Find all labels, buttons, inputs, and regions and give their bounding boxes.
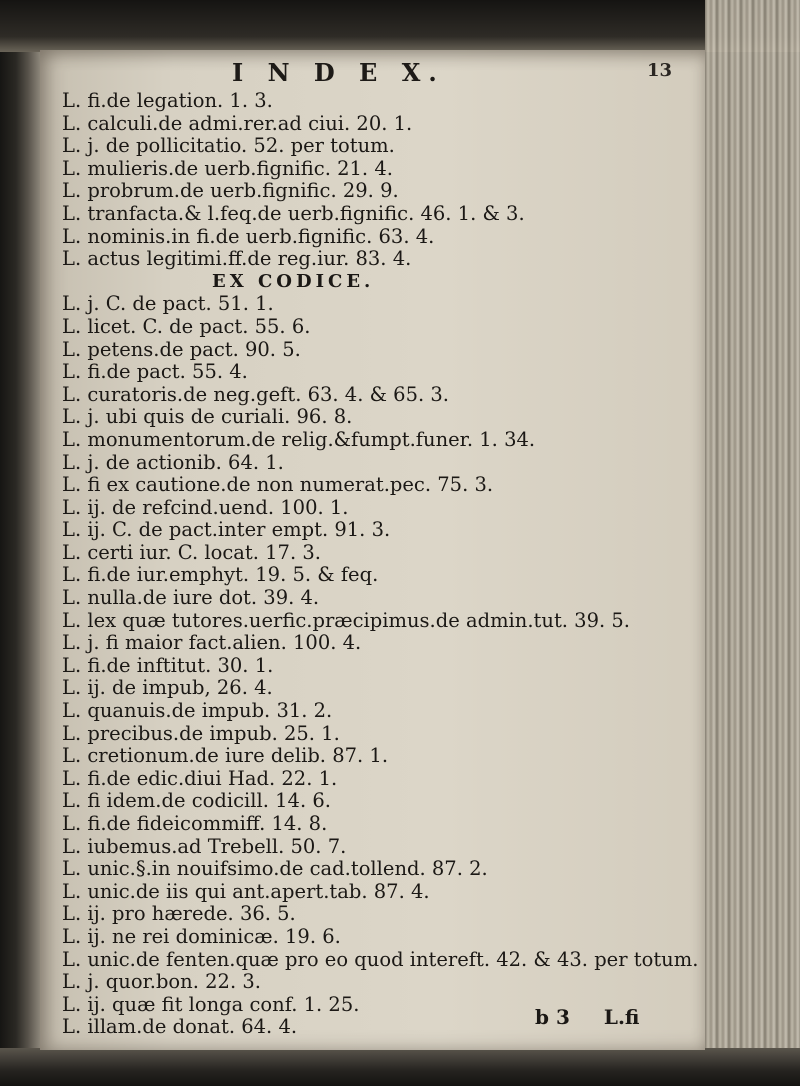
index-entry: L. mulieris.de uerb.fignific. 21. 4. — [62, 156, 393, 180]
signature-mark: b 3 — [535, 1005, 570, 1029]
catchword-line — [535, 1005, 673, 1029]
index-entry: L. ij. de impub, 26. 4. — [62, 676, 273, 700]
index-entry: L. ij. de refcind.uend. 100. 1. — [62, 495, 349, 519]
index-entry: L. precibus.de impub. 25. 1. — [62, 721, 340, 745]
index-entry: L. monumentorum.de relig.&fumpt.funer. 1. 34. — [62, 427, 536, 451]
index-entry: L. ij. pro hærede. 36. 5. — [62, 902, 296, 926]
index-entry: L. petens.de pact. 90. 5. — [62, 337, 301, 361]
index-entry: L. nominis.in fi.de uerb.fignific. 63. 4. — [62, 224, 435, 248]
index-entry: L. nulla.de iure dot. 39. 4. — [62, 586, 320, 610]
index-entry: L. fi.de inftitut. 30. 1. — [62, 653, 274, 677]
index-entry: L. fi.de edic.diui Had. 22. 1. — [62, 766, 338, 790]
index-entry: L. curatoris.de neg.geft. 63. 4. & 65. 3. — [62, 382, 449, 406]
index-entry: L. fi.de fideicommiff. 14. 8. — [62, 812, 328, 835]
index-entry: L. certi iur. C. locat. 17. 3. — [62, 540, 321, 564]
index-entry: L. fi.de legation. 1. 3. — [62, 89, 273, 112]
page-header: I N D E X. — [232, 58, 445, 87]
index-entry: L. ij. ne rei dominicæ. 19. 6. — [62, 924, 341, 948]
index-entry: L. ij. quæ fit longa conf. 1. 25. — [62, 992, 360, 1016]
index-entry: L. unic.de fenten.quæ pro eo quod intereft. 42. & 43. per totum. — [62, 947, 699, 971]
book-top-edge — [0, 0, 800, 52]
index-entry: L. probrum.de uerb.fignific. 29. 9. — [62, 179, 399, 203]
index-entry: L. j. de actionib. 64. 1. — [62, 450, 284, 474]
index-entry: L. j. quor.bon. 22. 3. — [62, 970, 261, 994]
index-entry: L. fi ex cautione.de non numerat.pec. 75. 3. — [62, 473, 494, 497]
index-entries — [62, 90, 702, 1039]
index-entry: L. j. C. de pact. 51. 1. — [62, 292, 274, 316]
index-entry: L. fi.de iur.emphyt. 19. 5. & feq. — [62, 563, 379, 587]
catchword: L.fi — [603, 1005, 640, 1029]
index-entry: L. iubemus.ad Trebell. 50. 7. — [62, 834, 347, 858]
index-entry: L. j. de pollicitatio. 52. per totum. — [62, 134, 395, 158]
index-entry: L. calculi.de admi.rer.ad ciui. 20. 1. — [62, 111, 413, 135]
index-entry: L. ij. C. de pact.inter empt. 91. 3. — [62, 518, 391, 542]
index-entry: L. j. ubi quis de curiali. 96. 8. — [62, 405, 353, 429]
index-entry: L. unic.de iis qui ant.apert.tab. 87. 4. — [62, 879, 430, 903]
index-entry: L. licet. C. de pact. 55. 6. — [62, 314, 311, 338]
index-entry: L. quanuis.de impub. 31. 2. — [62, 699, 333, 723]
index-entry: L. cretionum.de iure delib. 87. 1. — [62, 744, 389, 768]
book-bottom-edge — [0, 1048, 800, 1086]
index-entry: L. illam.de donat. 64. 4. — [62, 1015, 298, 1039]
page-stack-edge — [705, 0, 800, 1086]
book-left-edge — [0, 0, 40, 1086]
index-entry: L. j. fi maior fact.alien. 100. 4. — [62, 631, 362, 655]
index-entry: L. tranfacta.& l.feq.de uerb.fignific. 46. 1. & 3. — [62, 201, 525, 225]
index-entry: L. actus legitimi.ff.de reg.iur. 83. 4. — [62, 247, 412, 271]
section-heading: EX CODICE. — [212, 270, 375, 292]
index-entry: L. fi.de pact. 55. 4. — [62, 360, 248, 384]
index-entry: L. lex quæ tutores.uerfic.præcipimus.de admin.tut. 39. 5. — [62, 608, 630, 632]
index-entry: L. fi idem.de codicill. 14. 6. — [62, 789, 331, 813]
page-number: 13 — [647, 60, 673, 81]
index-entry: L. unic.§.in nouifsimo.de cad.tollend. 87. 2. — [62, 857, 488, 881]
